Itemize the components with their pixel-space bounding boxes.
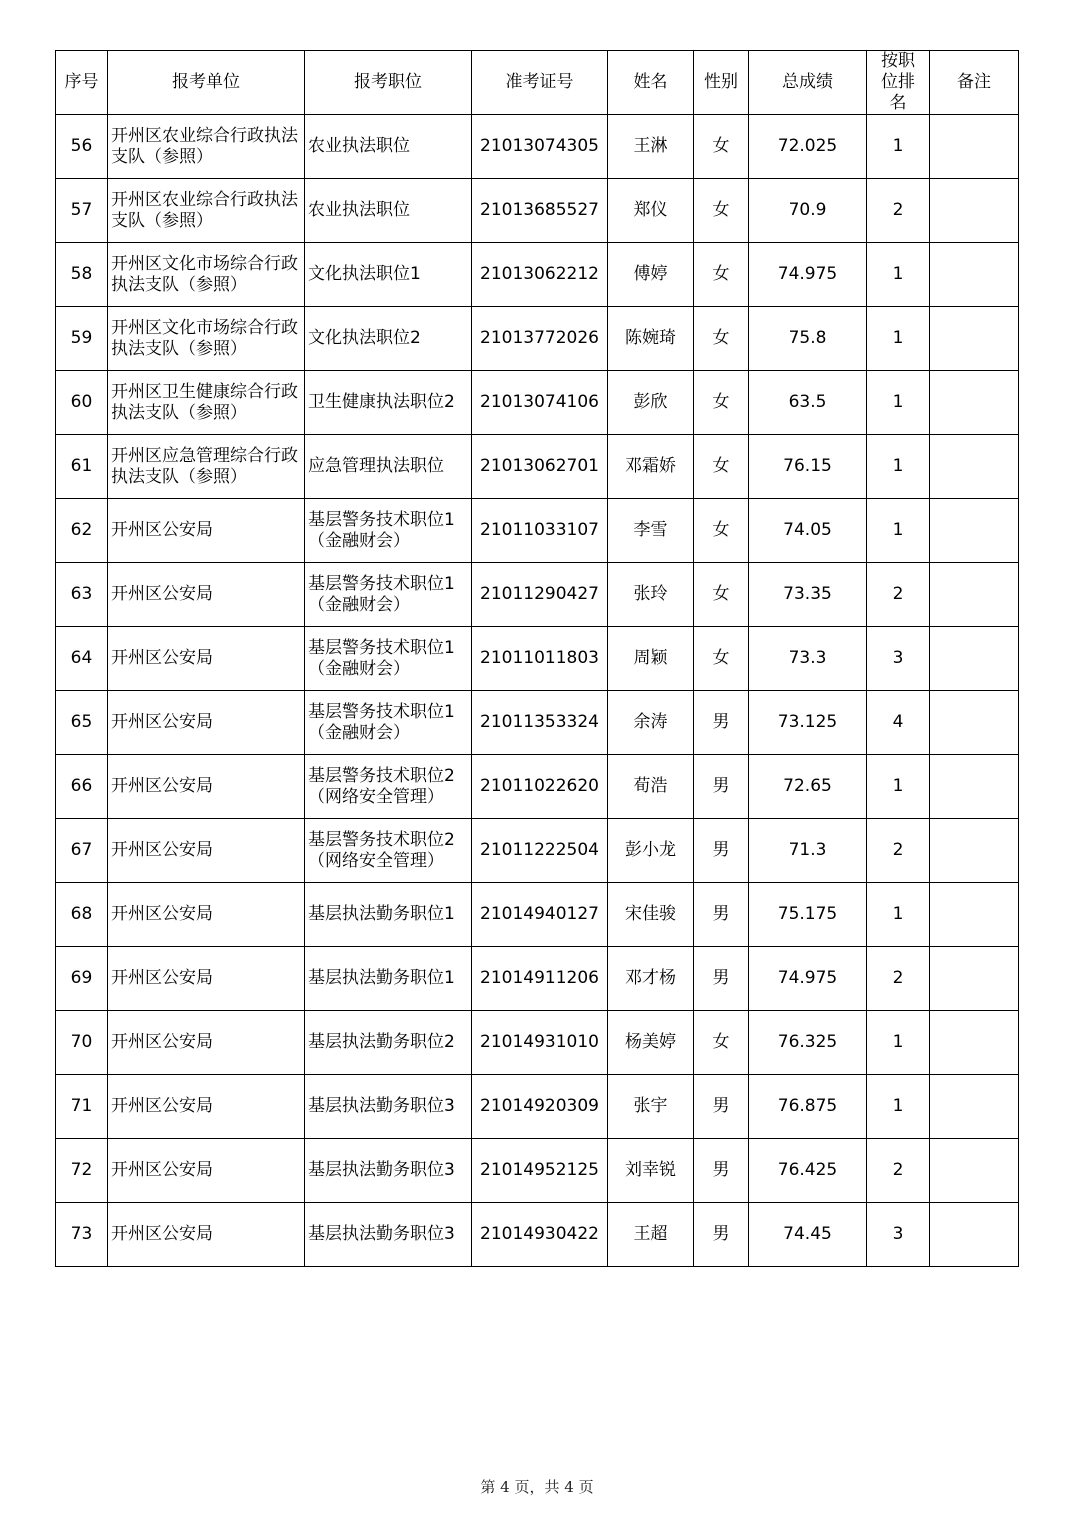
cell-unit: 开州区公安局 xyxy=(108,563,305,627)
cell-gender: 女 xyxy=(694,243,749,307)
cell-seq: 66 xyxy=(56,755,108,819)
cell-exam-no: 21011222504 xyxy=(472,819,608,883)
cell-rank: 2 xyxy=(867,819,930,883)
cell-seq: 68 xyxy=(56,883,108,947)
cell-score: 72.025 xyxy=(749,115,867,179)
cell-score: 73.35 xyxy=(749,563,867,627)
cell-seq: 70 xyxy=(56,1011,108,1075)
header-row xyxy=(56,51,1019,115)
header-rank-label: 按职位排名 xyxy=(881,51,915,113)
cell-name: 陈婉琦 xyxy=(608,307,694,371)
header-score: 总成绩 xyxy=(749,51,867,115)
cell-rank: 2 xyxy=(867,947,930,1011)
cell-position: 农业执法职位 xyxy=(305,115,472,179)
cell-seq: 60 xyxy=(56,371,108,435)
cell-exam-no: 21013062212 xyxy=(472,243,608,307)
cell-gender: 女 xyxy=(694,499,749,563)
cell-exam-no: 21011033107 xyxy=(472,499,608,563)
table-row xyxy=(56,243,1019,307)
header-name: 姓名 xyxy=(608,51,694,115)
cell-position: 基层警务技术职位1（金融财会） xyxy=(305,691,472,755)
cell-name: 邓才杨 xyxy=(608,947,694,1011)
cell-score: 76.15 xyxy=(749,435,867,499)
header-gender: 性别 xyxy=(694,51,749,115)
cell-unit: 开州区公安局 xyxy=(108,947,305,1011)
cell-position: 基层警务技术职位1（金融财会） xyxy=(305,627,472,691)
cell-exam-no: 21014930422 xyxy=(472,1203,608,1267)
cell-name: 余涛 xyxy=(608,691,694,755)
table-row xyxy=(56,947,1019,1011)
table-body xyxy=(56,115,1019,1267)
cell-rank: 2 xyxy=(867,563,930,627)
cell-unit: 开州区公安局 xyxy=(108,627,305,691)
cell-name: 张宇 xyxy=(608,1075,694,1139)
cell-seq: 57 xyxy=(56,179,108,243)
table-row xyxy=(56,691,1019,755)
cell-rank: 2 xyxy=(867,179,930,243)
cell-remark xyxy=(930,179,1019,243)
cell-exam-no: 21011022620 xyxy=(472,755,608,819)
cell-exam-no: 21011290427 xyxy=(472,563,608,627)
cell-unit: 开州区文化市场综合行政执法支队（参照） xyxy=(108,243,305,307)
cell-score: 75.175 xyxy=(749,883,867,947)
cell-remark xyxy=(930,1075,1019,1139)
cell-rank: 1 xyxy=(867,243,930,307)
cell-score: 75.8 xyxy=(749,307,867,371)
cell-seq: 65 xyxy=(56,691,108,755)
table-row xyxy=(56,563,1019,627)
header-seq: 序号 xyxy=(56,51,108,115)
cell-exam-no: 21014911206 xyxy=(472,947,608,1011)
cell-exam-no: 21013772026 xyxy=(472,307,608,371)
cell-remark xyxy=(930,947,1019,1011)
cell-name: 彭小龙 xyxy=(608,819,694,883)
cell-gender: 男 xyxy=(694,755,749,819)
cell-unit: 开州区公安局 xyxy=(108,499,305,563)
cell-rank: 1 xyxy=(867,1011,930,1075)
cell-exam-no: 21013685527 xyxy=(472,179,608,243)
cell-exam-no: 21011011803 xyxy=(472,627,608,691)
cell-rank: 1 xyxy=(867,307,930,371)
cell-name: 杨美婷 xyxy=(608,1011,694,1075)
cell-unit: 开州区公安局 xyxy=(108,819,305,883)
cell-rank: 3 xyxy=(867,1203,930,1267)
cell-unit: 开州区应急管理综合行政执法支队（参照） xyxy=(108,435,305,499)
cell-name: 周颖 xyxy=(608,627,694,691)
cell-unit: 开州区公安局 xyxy=(108,1075,305,1139)
cell-position: 基层执法勤务职位1 xyxy=(305,883,472,947)
cell-remark xyxy=(930,243,1019,307)
cell-seq: 72 xyxy=(56,1139,108,1203)
cell-rank: 4 xyxy=(867,691,930,755)
cell-position: 基层执法勤务职位3 xyxy=(305,1203,472,1267)
cell-unit: 开州区卫生健康综合行政执法支队（参照） xyxy=(108,371,305,435)
cell-name: 刘幸锐 xyxy=(608,1139,694,1203)
cell-score: 63.5 xyxy=(749,371,867,435)
table-header xyxy=(56,51,1019,115)
cell-seq: 73 xyxy=(56,1203,108,1267)
cell-remark xyxy=(930,115,1019,179)
cell-score: 74.975 xyxy=(749,947,867,1011)
cell-name: 彭欣 xyxy=(608,371,694,435)
table-row xyxy=(56,1139,1019,1203)
cell-gender: 女 xyxy=(694,627,749,691)
cell-remark xyxy=(930,371,1019,435)
table-row xyxy=(56,819,1019,883)
cell-score: 70.9 xyxy=(749,179,867,243)
table-row xyxy=(56,371,1019,435)
cell-remark xyxy=(930,627,1019,691)
cell-exam-no: 21013074106 xyxy=(472,371,608,435)
cell-name: 傅婷 xyxy=(608,243,694,307)
cell-gender: 女 xyxy=(694,1011,749,1075)
cell-remark xyxy=(930,1011,1019,1075)
cell-name: 郑仪 xyxy=(608,179,694,243)
cell-rank: 1 xyxy=(867,435,930,499)
cell-score: 74.45 xyxy=(749,1203,867,1267)
cell-remark xyxy=(930,1203,1019,1267)
cell-remark xyxy=(930,691,1019,755)
cell-gender: 女 xyxy=(694,307,749,371)
cell-seq: 67 xyxy=(56,819,108,883)
header-exam-no: 准考证号 xyxy=(472,51,608,115)
cell-exam-no: 21014940127 xyxy=(472,883,608,947)
cell-name: 王淋 xyxy=(608,115,694,179)
cell-remark xyxy=(930,883,1019,947)
cell-exam-no: 21013062701 xyxy=(472,435,608,499)
cell-gender: 男 xyxy=(694,1075,749,1139)
cell-rank: 2 xyxy=(867,1139,930,1203)
cell-seq: 61 xyxy=(56,435,108,499)
cell-seq: 58 xyxy=(56,243,108,307)
cell-rank: 1 xyxy=(867,499,930,563)
table-row xyxy=(56,307,1019,371)
cell-name: 王超 xyxy=(608,1203,694,1267)
cell-gender: 女 xyxy=(694,563,749,627)
cell-position: 基层警务技术职位1（金融财会） xyxy=(305,563,472,627)
cell-remark xyxy=(930,1139,1019,1203)
cell-seq: 63 xyxy=(56,563,108,627)
cell-seq: 64 xyxy=(56,627,108,691)
cell-position: 农业执法职位 xyxy=(305,179,472,243)
cell-rank: 1 xyxy=(867,1075,930,1139)
cell-score: 76.425 xyxy=(749,1139,867,1203)
cell-name: 荀浩 xyxy=(608,755,694,819)
header-unit: 报考单位 xyxy=(108,51,305,115)
cell-seq: 56 xyxy=(56,115,108,179)
table-row xyxy=(56,1011,1019,1075)
cell-exam-no: 21011353324 xyxy=(472,691,608,755)
cell-gender: 女 xyxy=(694,115,749,179)
cell-score: 76.875 xyxy=(749,1075,867,1139)
table-row xyxy=(56,883,1019,947)
cell-position: 基层执法勤务职位3 xyxy=(305,1139,472,1203)
cell-remark xyxy=(930,307,1019,371)
cell-gender: 男 xyxy=(694,1139,749,1203)
cell-score: 72.65 xyxy=(749,755,867,819)
cell-score: 71.3 xyxy=(749,819,867,883)
cell-exam-no: 21014920309 xyxy=(472,1075,608,1139)
cell-rank: 1 xyxy=(867,115,930,179)
cell-rank: 1 xyxy=(867,883,930,947)
cell-remark xyxy=(930,819,1019,883)
cell-unit: 开州区公安局 xyxy=(108,1203,305,1267)
cell-unit: 开州区公安局 xyxy=(108,1011,305,1075)
cell-position: 文化执法职位1 xyxy=(305,243,472,307)
cell-exam-no: 21014931010 xyxy=(472,1011,608,1075)
cell-exam-no: 21014952125 xyxy=(472,1139,608,1203)
cell-gender: 女 xyxy=(694,435,749,499)
cell-seq: 59 xyxy=(56,307,108,371)
cell-gender: 女 xyxy=(694,371,749,435)
cell-gender: 男 xyxy=(694,691,749,755)
cell-unit: 开州区文化市场综合行政执法支队（参照） xyxy=(108,307,305,371)
table-row xyxy=(56,435,1019,499)
results-table xyxy=(55,50,1019,1267)
cell-gender: 男 xyxy=(694,1203,749,1267)
cell-gender: 男 xyxy=(694,819,749,883)
cell-unit: 开州区公安局 xyxy=(108,1139,305,1203)
cell-remark xyxy=(930,755,1019,819)
cell-name: 李雪 xyxy=(608,499,694,563)
cell-unit: 开州区公安局 xyxy=(108,755,305,819)
cell-position: 应急管理执法职位 xyxy=(305,435,472,499)
cell-rank: 3 xyxy=(867,627,930,691)
cell-gender: 男 xyxy=(694,947,749,1011)
table-row xyxy=(56,755,1019,819)
cell-rank: 1 xyxy=(867,371,930,435)
cell-remark xyxy=(930,435,1019,499)
cell-score: 76.325 xyxy=(749,1011,867,1075)
cell-position: 基层警务技术职位2（网络安全管理） xyxy=(305,819,472,883)
cell-name: 宋佳骏 xyxy=(608,883,694,947)
cell-position: 基层警务技术职位2（网络安全管理） xyxy=(305,755,472,819)
cell-score: 74.975 xyxy=(749,243,867,307)
table-row xyxy=(56,1075,1019,1139)
table-row xyxy=(56,1203,1019,1267)
cell-seq: 71 xyxy=(56,1075,108,1139)
cell-score: 74.05 xyxy=(749,499,867,563)
cell-unit: 开州区公安局 xyxy=(108,883,305,947)
cell-exam-no: 21013074305 xyxy=(472,115,608,179)
cell-position: 基层执法勤务职位1 xyxy=(305,947,472,1011)
cell-position: 文化执法职位2 xyxy=(305,307,472,371)
cell-score: 73.3 xyxy=(749,627,867,691)
cell-position: 基层执法勤务职位2 xyxy=(305,1011,472,1075)
table-row xyxy=(56,627,1019,691)
cell-unit: 开州区农业综合行政执法支队（参照） xyxy=(108,179,305,243)
cell-gender: 女 xyxy=(694,179,749,243)
cell-unit: 开州区农业综合行政执法支队（参照） xyxy=(108,115,305,179)
header-rank xyxy=(867,51,930,115)
cell-name: 张玲 xyxy=(608,563,694,627)
header-remark: 备注 xyxy=(930,51,1019,115)
cell-score: 73.125 xyxy=(749,691,867,755)
cell-position: 基层警务技术职位1（金融财会） xyxy=(305,499,472,563)
page-footer: 第 4 页，共 4 页 xyxy=(480,1478,594,1496)
header-position: 报考职位 xyxy=(305,51,472,115)
cell-seq: 62 xyxy=(56,499,108,563)
cell-gender: 男 xyxy=(694,883,749,947)
cell-unit: 开州区公安局 xyxy=(108,691,305,755)
table-row xyxy=(56,115,1019,179)
cell-remark xyxy=(930,563,1019,627)
table-row xyxy=(56,179,1019,243)
cell-position: 卫生健康执法职位2 xyxy=(305,371,472,435)
cell-seq: 69 xyxy=(56,947,108,1011)
cell-position: 基层执法勤务职位3 xyxy=(305,1075,472,1139)
cell-rank: 1 xyxy=(867,755,930,819)
cell-name: 邓霜娇 xyxy=(608,435,694,499)
cell-remark xyxy=(930,499,1019,563)
table-row xyxy=(56,499,1019,563)
